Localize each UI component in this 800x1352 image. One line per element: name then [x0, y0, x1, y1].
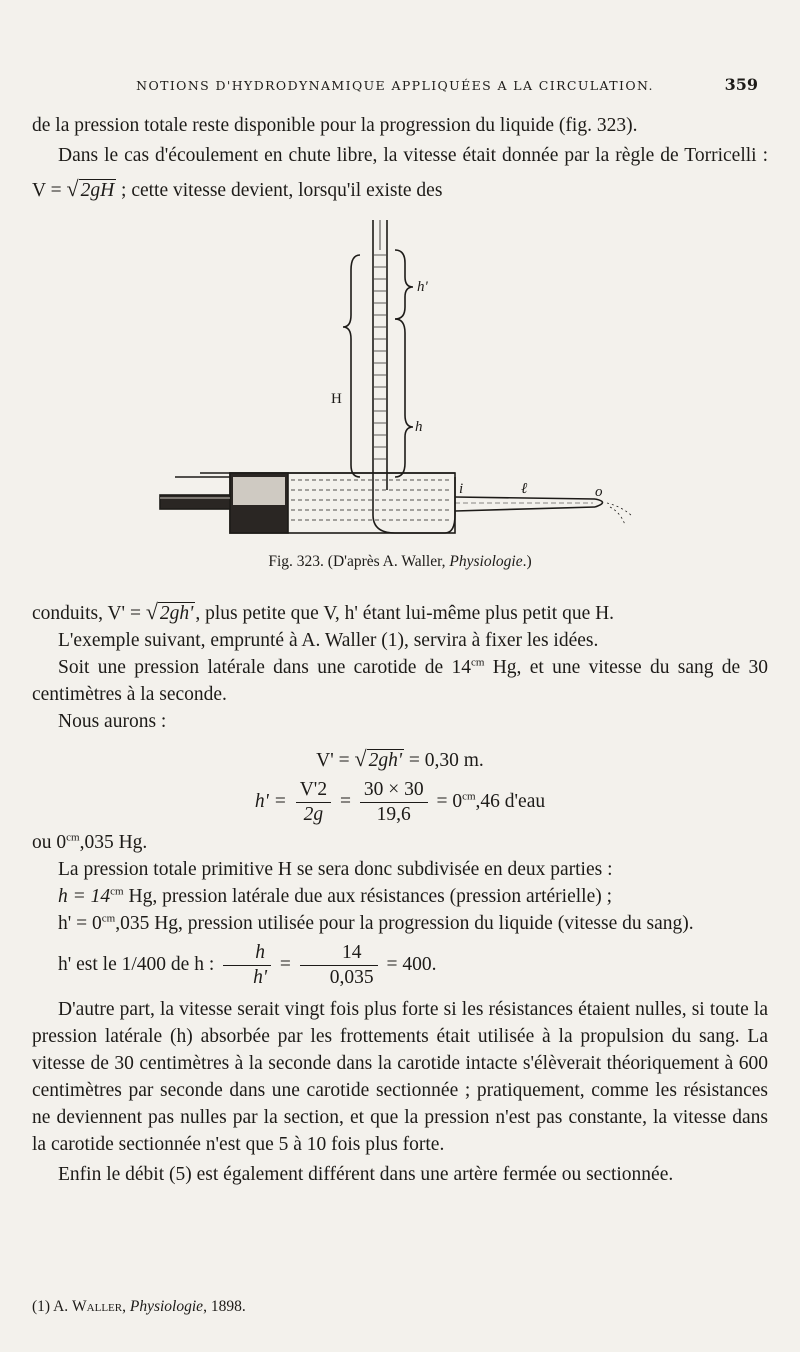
- equation-1-radical: √ 2gh': [354, 746, 403, 771]
- paragraph-11-fraction-1: [223, 941, 271, 990]
- piston-rod: [160, 495, 230, 509]
- equation-2-num-2: 30 × 30: [360, 778, 428, 803]
- paragraph-11-equals: =: [279, 953, 291, 975]
- footnote: [32, 1298, 246, 1316]
- paragraph-2: [32, 139, 768, 207]
- equation-1-radical-content: 2gh': [368, 750, 403, 771]
- water-jet: [607, 503, 633, 517]
- paragraph-13: [32, 1161, 768, 1188]
- paragraph-11-den-2: 0,035: [329, 967, 374, 988]
- paragraph-4-text: L'exemple suivant, emprunté à A. Waller (1), servira à fixer les idées.: [58, 630, 599, 651]
- caption-text-a: Fig. 323. (D'après A. Waller,: [268, 553, 450, 570]
- reservoir-liquid-hatching: [291, 480, 451, 520]
- paragraph-11-text-b: = 400.: [386, 953, 437, 975]
- paragraph-12-text: D'autre part, la vitesse serait vingt fois plus forte si les résistances étaient nulles, si toute la pression latérale (h) absorbée par les frottements était utilisée à la propulsion du sang. La vitesse de 30 centimètres à la seconde dans la carotide intacte s'élèverait théoriquement à 600 centimètres par seconde dans une carotide sectionnée ; pratiquement, comme les résistances ne deviennent pas nulles par la section, et que la pression n'est pas constante, la vitesse dans la carotide sectionnée n'est que 5 à 10 fois plus forte.: [32, 999, 768, 1155]
- label-i: i: [459, 481, 464, 497]
- paragraph-11-den-1: h': [253, 967, 268, 988]
- equation-2-rhs-sup: cm: [462, 790, 476, 803]
- footnote-title: Physiologie: [129, 1298, 204, 1315]
- paragraph-13-text: Enfin le débit (5) est également différent dans une artère fermée ou sectionnée.: [58, 1164, 674, 1185]
- outflow-tube-bottom: [455, 507, 595, 511]
- paragraph-4: [32, 627, 768, 654]
- paragraph-11-num-1: h: [223, 941, 271, 966]
- paragraph-11: [32, 941, 768, 990]
- paragraph-9-sup: cm: [110, 885, 124, 898]
- paragraph-3: [32, 598, 768, 627]
- paragraph-1: [32, 112, 768, 139]
- liquid-column-hatching: [374, 255, 386, 459]
- label-l: ℓ: [521, 481, 528, 497]
- paragraph-10: [32, 910, 768, 937]
- paragraph-5: [32, 654, 768, 708]
- paragraph-11-text-a: h' est le 1/400 de h :: [58, 953, 215, 975]
- paragraph-8-text: La pression totale primitive H se sera donc subdivisée en deux parties :: [58, 859, 613, 880]
- paragraph-11-num-2: 14: [300, 941, 378, 966]
- paragraph-7-sup: cm: [66, 831, 80, 844]
- label-h: h: [415, 419, 423, 435]
- equation-2-rhs-b: ,46 d'eau: [475, 790, 546, 812]
- paragraph-5-text-b: Hg, et une vitesse du sang de 30 centimètres à la seconde.: [32, 657, 768, 705]
- running-head: NOTIONS D'HYDRODYNAMIQUE APPLIQUÉES A LA CIRCULATION.: [136, 78, 654, 93]
- paragraph-7: [32, 829, 768, 856]
- outflow-tube-top: [455, 497, 595, 499]
- label-o: o: [595, 484, 603, 500]
- footnote-year: , 1898.: [203, 1298, 246, 1315]
- equation-1-rhs: = 0,30 m.: [404, 750, 484, 771]
- text-block-main: [32, 598, 768, 1188]
- label-H: H: [331, 391, 342, 407]
- equation-2-num-1: V'2: [296, 778, 331, 803]
- radical-2gH: √ 2gH: [66, 176, 115, 201]
- page-number: 359: [724, 75, 758, 94]
- equation-2-rhs-a: = 0: [436, 790, 463, 812]
- paragraph-7-text-b: ,035 Hg.: [79, 832, 148, 853]
- footnote-separator: ,: [122, 1298, 130, 1315]
- equation-2-den-1: 2g: [303, 804, 324, 825]
- equation-2: [32, 778, 768, 827]
- paragraph-8: [32, 856, 768, 883]
- paragraph-2-text-b: ; cette vitesse devient, lorsqu'il existe des: [116, 180, 443, 201]
- paragraph-9: [32, 883, 768, 910]
- figure-323-diagram: [155, 215, 645, 545]
- tube-u-bend: [373, 477, 455, 533]
- label-h-prime: h': [417, 279, 428, 295]
- caption-italic: Physiologie: [449, 553, 523, 570]
- paragraph-9-text-b: Hg, pression latérale due aux résistances (pression artérielle) ;: [123, 886, 613, 907]
- paragraph-7-text-a: ou 0: [32, 832, 67, 853]
- paragraph-10-text-b: ,035 Hg, pression utilisée pour la progression du liquide (vitesse du sang).: [115, 913, 694, 934]
- equation-1: [32, 745, 768, 774]
- footnote-marker: (1) A.: [32, 1298, 73, 1315]
- equation-1-lhs: V' =: [316, 750, 355, 771]
- paragraph-5-text-a: Soit une pression latérale dans une carotide de 14: [58, 657, 471, 678]
- paragraph-2-text-a: Dans le cas d'écoulement en chute libre, la vitesse était donnée par la règle de Torricelli : V =: [32, 145, 768, 201]
- footnote-author: Waller: [72, 1298, 123, 1315]
- paragraph-12: [32, 996, 768, 1158]
- paragraph-9-text-a: h = 14: [58, 886, 111, 907]
- paragraph-1-text: de la pression totale reste disponible pour la progression du liquide (fig. 323).: [32, 115, 638, 136]
- equation-2-equals: =: [339, 790, 351, 812]
- paragraph-10-sup: cm: [101, 912, 116, 925]
- text-block-top: [32, 112, 768, 207]
- paragraph-6-text: Nous aurons :: [58, 711, 167, 732]
- radical-2gh-prime-content: 2gh': [159, 603, 194, 624]
- equation-2-fraction-2: [360, 778, 428, 827]
- paragraph-6: [32, 708, 768, 735]
- paragraph-10-text-a: h' = 0: [58, 913, 102, 934]
- paragraph-11-fraction-2: [300, 941, 378, 990]
- radical-2gH-content: 2gH: [80, 180, 115, 201]
- equation-2-den-2: 19,6: [376, 804, 411, 825]
- brace-H: [343, 255, 360, 477]
- equation-2-lhs: h' =: [254, 790, 287, 812]
- caption-text-b: .): [522, 553, 532, 570]
- radical-2gh-prime: √ 2gh': [145, 599, 194, 624]
- page-header: [30, 75, 760, 102]
- paragraph-3-text-b: , plus petite que V, h' étant lui-même plus petit que H.: [195, 603, 615, 624]
- paragraph-5-sup: cm: [470, 656, 485, 669]
- paragraph-3-text-a: conduits, V' =: [32, 603, 146, 624]
- brace-h: [395, 319, 413, 477]
- equation-2-fraction-1: [296, 778, 331, 827]
- figure-caption: [0, 553, 800, 571]
- brace-h-prime: [395, 250, 413, 319]
